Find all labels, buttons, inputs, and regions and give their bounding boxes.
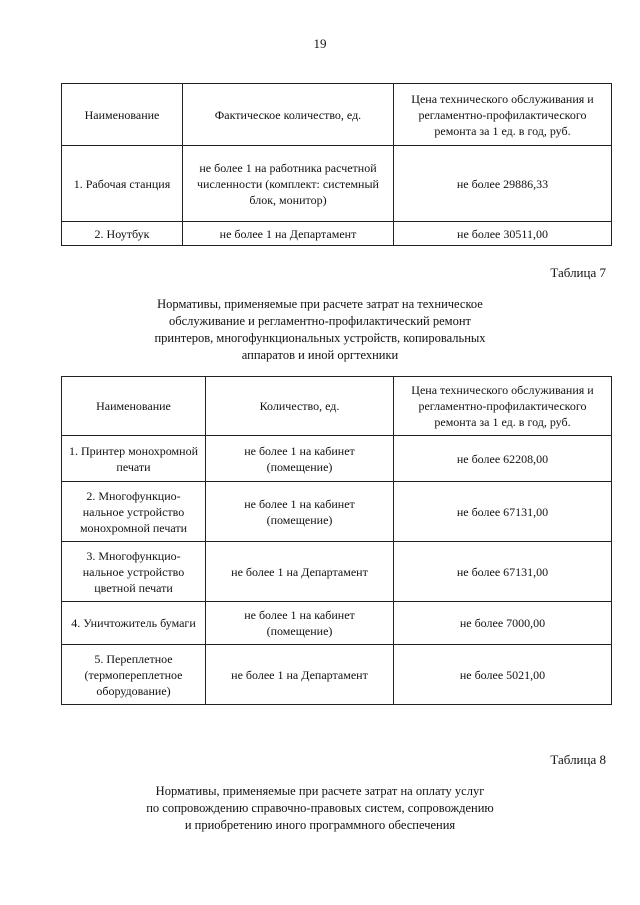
cell-quantity: не более 1 на Департамент <box>206 542 394 602</box>
heading-line: аппаратов и иной оргтехники <box>241 348 399 362</box>
cell-quantity: не более 1 на кабинет (помещение) <box>206 602 394 645</box>
table-row <box>62 436 612 482</box>
header-price: Цена технического обслуживания и регламентно-профилактического ремонта за 1 ед. в год, руб. <box>394 84 612 146</box>
header-name: Наименование <box>62 377 206 436</box>
cell-price: не более 62208,00 <box>394 436 612 482</box>
heading-line: Нормативы, применяемые при расчете затрат на оплату услуг <box>155 784 485 798</box>
table-row <box>62 602 612 645</box>
cell-quantity: не более 1 на Департамент <box>206 645 394 705</box>
heading-line: Нормативы, применяемые при расчете затрат на техническое <box>157 297 483 311</box>
equipment-maintenance-table <box>61 83 612 246</box>
table-8-heading <box>120 783 520 834</box>
cell-name: 1. Рабочая станция <box>62 146 183 222</box>
cell-name: 2. Ноутбук <box>62 222 183 246</box>
cell-price: не более 29886,33 <box>394 146 612 222</box>
cell-price: не более 67131,00 <box>394 482 612 542</box>
header-quantity: Фактическое количество, ед. <box>183 84 394 146</box>
cell-name: 1. Принтер монохромной печати <box>62 436 206 482</box>
table-7-label: Таблица 7 <box>550 265 606 280</box>
cell-price: не более 30511,00 <box>394 222 612 246</box>
heading-line: обслуживание и регламентно-профилактический ремонт <box>169 314 471 328</box>
table-row <box>62 482 612 542</box>
header-quantity: Количество, ед. <box>206 377 394 436</box>
office-equipment-table <box>61 376 612 705</box>
cell-price: не более 5021,00 <box>394 645 612 705</box>
cell-price: не более 67131,00 <box>394 542 612 602</box>
table-header-row <box>62 84 612 146</box>
heading-line: и приобретению иного программного обеспечения <box>184 818 456 832</box>
cell-name: 2. Многофункцио-нальное устройство монохромной печати <box>62 482 206 542</box>
table-8-label: Таблица 8 <box>550 752 606 767</box>
cell-quantity: не более 1 на кабинет (помещение) <box>206 482 394 542</box>
heading-line: принтеров, многофункциональных устройств, копировальных <box>154 331 486 345</box>
cell-name: 3. Многофункцио-нальное устройство цветной печати <box>62 542 206 602</box>
table-row <box>62 645 612 705</box>
cell-quantity: не более 1 на кабинет (помещение) <box>206 436 394 482</box>
cell-quantity: не более 1 на Департамент <box>183 222 394 246</box>
cell-name: 4. Уничтожитель бумаги <box>62 602 206 645</box>
table-row <box>62 146 612 222</box>
table-row <box>62 222 612 246</box>
cell-name: 5. Переплетное (термопереплетное оборудование) <box>62 645 206 705</box>
header-price: Цена технического обслуживания и регламентно-профилактического ремонта за 1 ед. в год, руб. <box>394 377 612 436</box>
cell-quantity: не более 1 на работника расчетной численности (комплект: системный блок, монитор) <box>183 146 394 222</box>
header-name: Наименование <box>62 84 183 146</box>
table-row <box>62 542 612 602</box>
table-7-heading <box>120 296 520 364</box>
cell-price: не более 7000,00 <box>394 602 612 645</box>
heading-line: по сопровождению справочно-правовых систем, сопровождению <box>146 801 494 815</box>
table-header-row <box>62 377 612 436</box>
page-number: 19 <box>313 36 327 51</box>
